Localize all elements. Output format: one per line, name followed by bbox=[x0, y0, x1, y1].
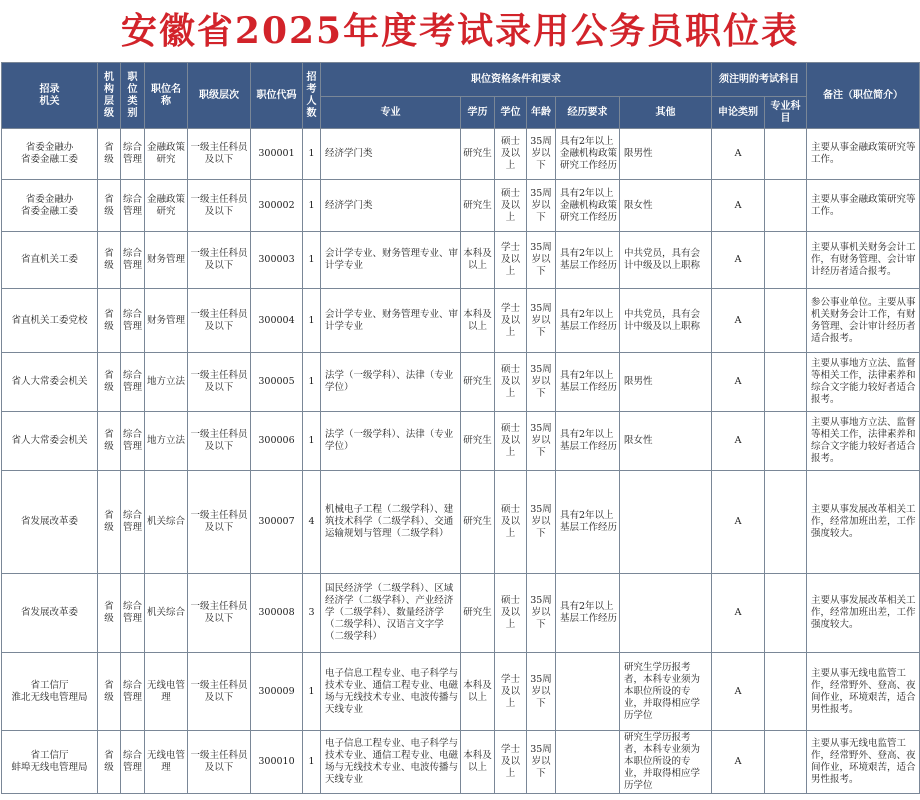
cell-level: 省级 bbox=[98, 574, 121, 653]
header-education: 学历 bbox=[461, 97, 495, 129]
cell-position-name: 机关综合 bbox=[145, 574, 188, 653]
cell-major: 法学（一级学科）、法律（专业学位） bbox=[321, 412, 461, 471]
cell-position-name: 无线电管理 bbox=[145, 653, 188, 731]
cell-count: 1 bbox=[303, 289, 321, 353]
cell-level: 省级 bbox=[98, 653, 121, 731]
cell-category: 综合管理 bbox=[121, 471, 145, 574]
cell-degree: 硕士及以上 bbox=[495, 412, 527, 471]
positions-table bbox=[1, 62, 920, 794]
cell-unit: 省人大常委会机关 bbox=[2, 353, 98, 412]
cell-position-name: 机关综合 bbox=[145, 471, 188, 574]
cell-other bbox=[620, 574, 712, 653]
cell-notes: 主要从事金融政策研究等工作。 bbox=[807, 129, 920, 180]
cell-major: 机械电子工程（二级学科）、建筑技术科学（二级学科）、交通运输规划与管理（二级学科） bbox=[321, 471, 461, 574]
cell-notes: 主要从事机关财务会计工作，有财务管理、会计审计经历者适合报考。 bbox=[807, 232, 920, 289]
positions-table-body bbox=[2, 129, 920, 794]
cell-major: 电子信息工程专业、电子科学与技术专业、通信工程专业、电磁场与无线技术专业、电波传播与天线专业 bbox=[321, 653, 461, 731]
cell-essay-category: A bbox=[712, 353, 765, 412]
cell-essay-category: A bbox=[712, 653, 765, 731]
cell-category: 综合管理 bbox=[121, 353, 145, 412]
cell-code: 300010 bbox=[251, 731, 303, 794]
cell-education: 本科及以上 bbox=[461, 232, 495, 289]
table-row bbox=[2, 574, 920, 653]
cell-experience: 具有2年以上金融机构政策研究工作经历 bbox=[556, 129, 620, 180]
header-major: 专业 bbox=[321, 97, 461, 129]
cell-unit: 省工信厅 淮北无线电管理局 bbox=[2, 653, 98, 731]
cell-level: 省级 bbox=[98, 731, 121, 794]
table-row bbox=[2, 232, 920, 289]
cell-other: 限女性 bbox=[620, 180, 712, 232]
cell-count: 1 bbox=[303, 653, 321, 731]
cell-age: 35周岁以下 bbox=[527, 289, 556, 353]
cell-degree: 硕士及以上 bbox=[495, 574, 527, 653]
cell-degree: 学士及以上 bbox=[495, 289, 527, 353]
cell-essay-category: A bbox=[712, 731, 765, 794]
header-qualifications: 职位资格条件和要求 bbox=[321, 63, 712, 97]
cell-other: 限男性 bbox=[620, 353, 712, 412]
cell-level: 省级 bbox=[98, 353, 121, 412]
cell-code: 300002 bbox=[251, 180, 303, 232]
cell-other: 限男性 bbox=[620, 129, 712, 180]
cell-professional-subject bbox=[765, 232, 807, 289]
cell-education: 研究生 bbox=[461, 574, 495, 653]
cell-rank: 一级主任科员及以下 bbox=[188, 653, 251, 731]
cell-category: 综合管理 bbox=[121, 129, 145, 180]
cell-other: 中共党员，具有会计中级及以上职称 bbox=[620, 289, 712, 353]
cell-age: 35周岁以下 bbox=[527, 232, 556, 289]
cell-experience: 具有2年以上金融机构政策研究工作经历 bbox=[556, 180, 620, 232]
cell-education: 本科及以上 bbox=[461, 653, 495, 731]
cell-level: 省级 bbox=[98, 232, 121, 289]
cell-major: 法学（一级学科）、法律（专业学位） bbox=[321, 353, 461, 412]
cell-rank: 一级主任科员及以下 bbox=[188, 574, 251, 653]
cell-category: 综合管理 bbox=[121, 731, 145, 794]
cell-rank: 一级主任科员及以下 bbox=[188, 232, 251, 289]
cell-count: 3 bbox=[303, 574, 321, 653]
cell-professional-subject bbox=[765, 289, 807, 353]
cell-age: 35周岁以下 bbox=[527, 731, 556, 794]
cell-experience: 具有2年以上基层工作经历 bbox=[556, 412, 620, 471]
cell-major: 国民经济学（二级学科）、区域经济学（二级学科）、产业经济学（二级学科）、数量经济学（二级学科）、汉语言文字学（二级学科） bbox=[321, 574, 461, 653]
cell-code: 300003 bbox=[251, 232, 303, 289]
cell-position-name: 地方立法 bbox=[145, 353, 188, 412]
cell-education: 研究生 bbox=[461, 471, 495, 574]
cell-rank: 一级主任科员及以下 bbox=[188, 289, 251, 353]
cell-category: 综合管理 bbox=[121, 653, 145, 731]
cell-category: 综合管理 bbox=[121, 412, 145, 471]
header-other: 其他 bbox=[620, 97, 712, 129]
header-experience: 经历要求 bbox=[556, 97, 620, 129]
cell-professional-subject bbox=[765, 412, 807, 471]
cell-code: 300005 bbox=[251, 353, 303, 412]
cell-degree: 学士及以上 bbox=[495, 232, 527, 289]
cell-essay-category: A bbox=[712, 289, 765, 353]
cell-age: 35周岁以下 bbox=[527, 180, 556, 232]
cell-code: 300007 bbox=[251, 471, 303, 574]
header-position-name: 职位名称 bbox=[145, 63, 188, 129]
table-row bbox=[2, 289, 920, 353]
cell-experience bbox=[556, 653, 620, 731]
cell-age: 35周岁以下 bbox=[527, 129, 556, 180]
cell-category: 综合管理 bbox=[121, 574, 145, 653]
cell-experience: 具有2年以上基层工作经历 bbox=[556, 471, 620, 574]
cell-rank: 一级主任科员及以下 bbox=[188, 471, 251, 574]
cell-experience: 具有2年以上基层工作经历 bbox=[556, 232, 620, 289]
cell-age: 35周岁以下 bbox=[527, 574, 556, 653]
header-category: 职位类别 bbox=[121, 63, 145, 129]
table-row bbox=[2, 412, 920, 471]
table-row bbox=[2, 353, 920, 412]
table-row bbox=[2, 471, 920, 574]
cell-category: 综合管理 bbox=[121, 232, 145, 289]
cell-major: 经济学门类 bbox=[321, 180, 461, 232]
cell-code: 300001 bbox=[251, 129, 303, 180]
cell-experience: 具有2年以上基层工作经历 bbox=[556, 353, 620, 412]
cell-level: 省级 bbox=[98, 412, 121, 471]
cell-professional-subject bbox=[765, 180, 807, 232]
cell-age: 35周岁以下 bbox=[527, 412, 556, 471]
page-title: 安徽省2025年度考试录用公务员职位表 bbox=[120, 10, 800, 52]
cell-unit: 省工信厅 蚌埠无线电管理局 bbox=[2, 731, 98, 794]
cell-education: 研究生 bbox=[461, 353, 495, 412]
header-degree: 学位 bbox=[495, 97, 527, 129]
cell-code: 300008 bbox=[251, 574, 303, 653]
cell-code: 300009 bbox=[251, 653, 303, 731]
cell-unit: 省委金融办 省委金融工委 bbox=[2, 180, 98, 232]
cell-unit: 省人大常委会机关 bbox=[2, 412, 98, 471]
header-professional-subject: 专业科目 bbox=[765, 97, 807, 129]
cell-professional-subject bbox=[765, 471, 807, 574]
cell-category: 综合管理 bbox=[121, 289, 145, 353]
cell-other: 中共党员，具有会计中级及以上职称 bbox=[620, 232, 712, 289]
cell-other: 研究生学历报考者，本科专业须为本职位所设的专业，并取得相应学历学位 bbox=[620, 731, 712, 794]
cell-notes: 参公事业单位。主要从事机关财务会计工作，有财务管理、会计审计经历者适合报考。 bbox=[807, 289, 920, 353]
cell-degree: 硕士及以上 bbox=[495, 353, 527, 412]
cell-essay-category: A bbox=[712, 412, 765, 471]
cell-level: 省级 bbox=[98, 471, 121, 574]
cell-other bbox=[620, 471, 712, 574]
cell-degree: 硕士及以上 bbox=[495, 180, 527, 232]
cell-position-name: 地方立法 bbox=[145, 412, 188, 471]
cell-code: 300004 bbox=[251, 289, 303, 353]
cell-other: 研究生学历报考者，本科专业须为本职位所设的专业，并取得相应学历学位 bbox=[620, 653, 712, 731]
header-rank: 职级层次 bbox=[188, 63, 251, 129]
cell-rank: 一级主任科员及以下 bbox=[188, 129, 251, 180]
cell-major: 经济学门类 bbox=[321, 129, 461, 180]
cell-unit: 省直机关工委党校 bbox=[2, 289, 98, 353]
cell-experience: 具有2年以上基层工作经历 bbox=[556, 289, 620, 353]
header-level: 机构层级 bbox=[98, 63, 121, 129]
cell-position-name: 金融政策研究 bbox=[145, 180, 188, 232]
cell-count: 1 bbox=[303, 180, 321, 232]
cell-notes: 主要从事金融政策研究等工作。 bbox=[807, 180, 920, 232]
cell-professional-subject bbox=[765, 574, 807, 653]
cell-essay-category: A bbox=[712, 129, 765, 180]
cell-unit: 省直机关工委 bbox=[2, 232, 98, 289]
cell-degree: 硕士及以上 bbox=[495, 471, 527, 574]
cell-category: 综合管理 bbox=[121, 180, 145, 232]
cell-age: 35周岁以下 bbox=[527, 653, 556, 731]
cell-rank: 一级主任科员及以下 bbox=[188, 353, 251, 412]
cell-rank: 一级主任科员及以下 bbox=[188, 731, 251, 794]
cell-professional-subject bbox=[765, 653, 807, 731]
cell-experience: 具有2年以上基层工作经历 bbox=[556, 574, 620, 653]
cell-age: 35周岁以下 bbox=[527, 353, 556, 412]
cell-professional-subject bbox=[765, 731, 807, 794]
header-essay-category: 申论类别 bbox=[712, 97, 765, 129]
cell-education: 本科及以上 bbox=[461, 289, 495, 353]
cell-level: 省级 bbox=[98, 289, 121, 353]
cell-position-name: 金融政策研究 bbox=[145, 129, 188, 180]
cell-count: 1 bbox=[303, 232, 321, 289]
cell-count: 1 bbox=[303, 353, 321, 412]
cell-unit: 省发展改革委 bbox=[2, 574, 98, 653]
header-exam-subjects: 须注明的考试科目 bbox=[712, 63, 807, 97]
cell-level: 省级 bbox=[98, 180, 121, 232]
cell-notes: 主要从事无线电监管工作，经常野外、登高、夜间作业，环境艰苦，适合男性报考。 bbox=[807, 731, 920, 794]
cell-degree: 硕士及以上 bbox=[495, 129, 527, 180]
cell-age: 35周岁以下 bbox=[527, 471, 556, 574]
cell-notes: 主要从事发展改革相关工作，经常加班出差，工作强度较大。 bbox=[807, 471, 920, 574]
cell-major: 会计学专业、财务管理专业、审计学专业 bbox=[321, 289, 461, 353]
header-notes: 备注（职位简介） bbox=[807, 63, 920, 129]
header-unit: 招录 机关 bbox=[2, 63, 98, 129]
cell-essay-category: A bbox=[712, 232, 765, 289]
cell-notes: 主要从事发展改革相关工作，经常加班出差，工作强度较大。 bbox=[807, 574, 920, 653]
cell-position-name: 财务管理 bbox=[145, 232, 188, 289]
cell-position-name: 财务管理 bbox=[145, 289, 188, 353]
cell-rank: 一级主任科员及以下 bbox=[188, 412, 251, 471]
cell-notes: 主要从事地方立法、监督等相关工作，法律素养和综合文字能力较好者适合报考。 bbox=[807, 412, 920, 471]
cell-education: 研究生 bbox=[461, 129, 495, 180]
table-row bbox=[2, 731, 920, 794]
cell-count: 1 bbox=[303, 129, 321, 180]
cell-unit: 省发展改革委 bbox=[2, 471, 98, 574]
header-count: 招考人数 bbox=[303, 63, 321, 129]
table-row bbox=[2, 129, 920, 180]
cell-position-name: 无线电管理 bbox=[145, 731, 188, 794]
cell-professional-subject bbox=[765, 129, 807, 180]
cell-education: 本科及以上 bbox=[461, 731, 495, 794]
cell-essay-category: A bbox=[712, 471, 765, 574]
cell-experience bbox=[556, 731, 620, 794]
cell-other: 限女性 bbox=[620, 412, 712, 471]
header-age: 年龄 bbox=[527, 97, 556, 129]
cell-degree: 学士及以上 bbox=[495, 731, 527, 794]
header-code: 职位代码 bbox=[251, 63, 303, 129]
table-row bbox=[2, 180, 920, 232]
cell-notes: 主要从事无线电监管工作，经常野外、登高、夜间作业，环境艰苦，适合男性报考。 bbox=[807, 653, 920, 731]
cell-degree: 学士及以上 bbox=[495, 653, 527, 731]
cell-major: 电子信息工程专业、电子科学与技术专业、通信工程专业、电磁场与无线技术专业、电波传播与天线专业 bbox=[321, 731, 461, 794]
cell-code: 300006 bbox=[251, 412, 303, 471]
cell-professional-subject bbox=[765, 353, 807, 412]
cell-count: 1 bbox=[303, 412, 321, 471]
cell-essay-category: A bbox=[712, 180, 765, 232]
cell-essay-category: A bbox=[712, 574, 765, 653]
cell-major: 会计学专业、财务管理专业、审计学专业 bbox=[321, 232, 461, 289]
cell-rank: 一级主任科员及以下 bbox=[188, 180, 251, 232]
cell-count: 1 bbox=[303, 731, 321, 794]
cell-education: 研究生 bbox=[461, 412, 495, 471]
cell-level: 省级 bbox=[98, 129, 121, 180]
cell-unit: 省委金融办 省委金融工委 bbox=[2, 129, 98, 180]
cell-notes: 主要从事地方立法、监督等相关工作，法律素养和综合文字能力较好者适合报考。 bbox=[807, 353, 920, 412]
cell-count: 4 bbox=[303, 471, 321, 574]
cell-education: 研究生 bbox=[461, 180, 495, 232]
table-row bbox=[2, 653, 920, 731]
